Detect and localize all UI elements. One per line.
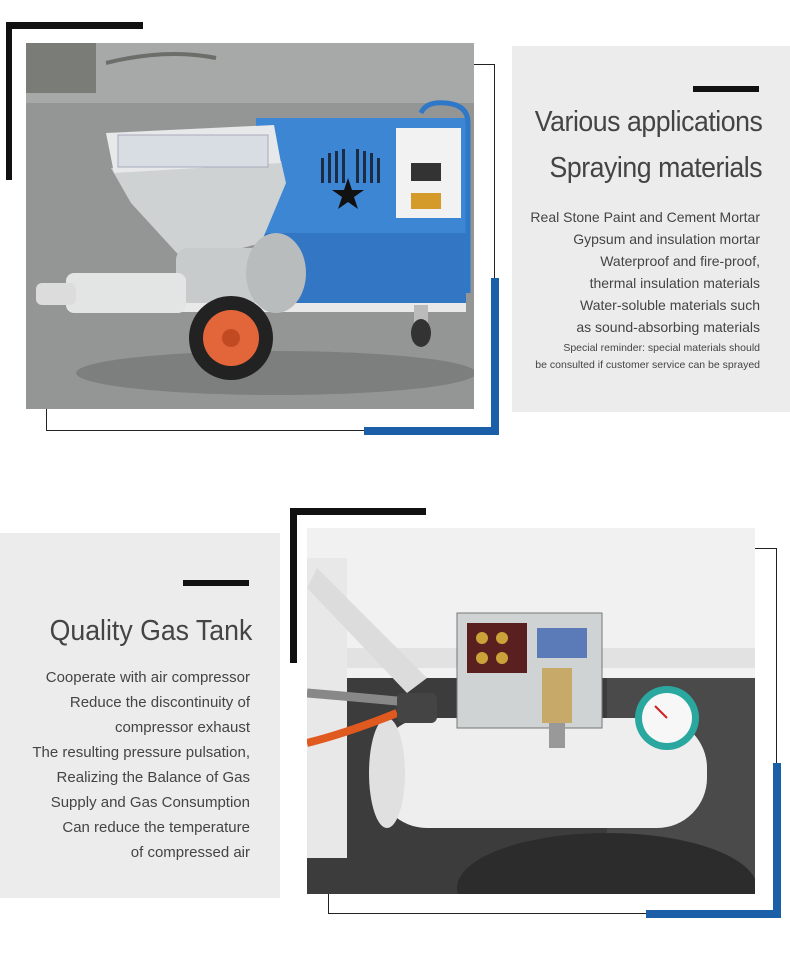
mortar-sprayer-photo — [26, 43, 474, 409]
description-line: thermal insulation materials — [589, 275, 760, 291]
frame-corner-left — [290, 508, 297, 663]
panel-heading-line2: Spraying materials — [549, 152, 762, 184]
description-line: compressor exhaust — [114, 719, 250, 736]
heading-accent-bar — [183, 580, 249, 586]
frame-accent-bottom — [364, 427, 499, 435]
description-line: Waterproof and fire-proof, — [600, 253, 760, 269]
frame-corner-top — [6, 22, 143, 29]
description-line: Real Stone Paint and Cement Mortar — [530, 209, 760, 225]
panel-heading-line1: Various applications — [534, 106, 762, 138]
description-line: Can reduce the temperature — [62, 819, 250, 836]
gas-tank-photo — [307, 528, 755, 894]
heading-accent-bar — [693, 86, 759, 92]
special-reminder-line2: be consulted if customer service can be sprayed — [535, 359, 760, 371]
description-line: of compressed air — [130, 844, 250, 861]
description-line: Reduce the discontinuity of — [69, 694, 250, 711]
description-line: Supply and Gas Consumption — [50, 794, 250, 811]
description-line: Gypsum and insulation mortar — [573, 231, 760, 247]
special-reminder-line1: Special reminder: special materials should — [563, 342, 760, 354]
applications-panel — [512, 46, 790, 412]
frame-corner-top — [290, 508, 426, 515]
description-line: Realizing the Balance of Gas — [56, 769, 250, 786]
description-line: Cooperate with air compressor — [45, 669, 250, 686]
frame-corner-left — [6, 22, 12, 180]
description-line: The resulting pressure pulsation, — [32, 744, 250, 761]
frame-accent-bottom — [646, 910, 781, 918]
frame-accent-right — [491, 278, 499, 435]
description-line: Water-soluble materials such — [580, 297, 760, 313]
gas-tank-panel — [0, 533, 280, 898]
description-line: as sound-absorbing materials — [576, 319, 760, 335]
panel-heading: Quality Gas Tank — [49, 615, 252, 647]
frame-accent-right — [773, 763, 781, 918]
